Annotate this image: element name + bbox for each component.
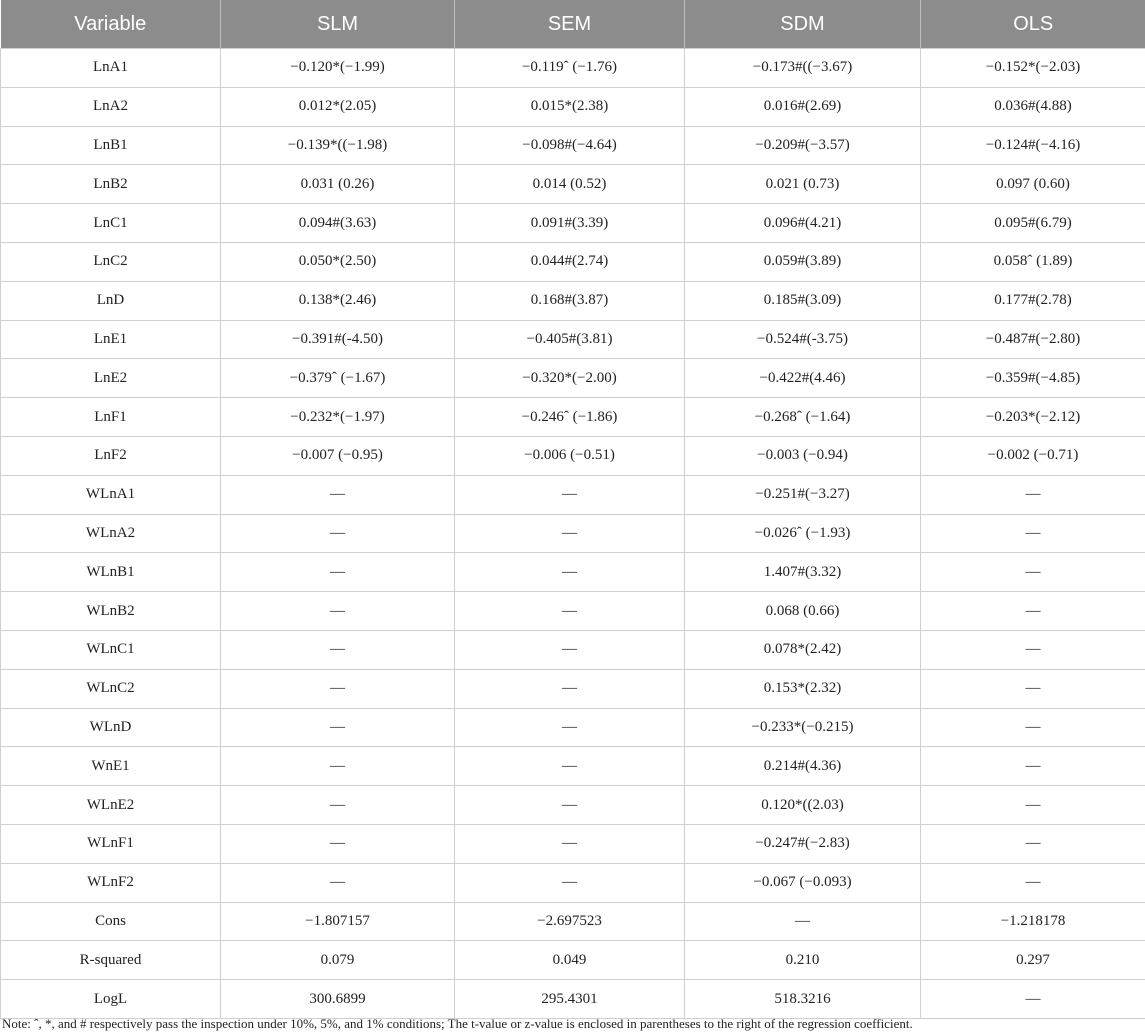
coefficient-cell: −0.359#(−4.85)	[921, 359, 1145, 398]
coefficient-cell: 0.168#(3.87)	[455, 281, 685, 320]
variable-name-cell: WLnB2	[1, 592, 221, 631]
coefficient-cell: —	[221, 592, 455, 631]
variable-name-cell: WnE1	[1, 747, 221, 786]
coefficient-cell: 0.031 (0.26)	[221, 165, 455, 204]
variable-name-cell: WLnB1	[1, 553, 221, 592]
coefficient-cell: −2.697523	[455, 902, 685, 941]
table-row	[1, 941, 1145, 980]
coefficient-cell: 0.059#(3.89)	[685, 242, 921, 281]
variable-name-cell: WLnC1	[1, 630, 221, 669]
table-row	[1, 786, 1145, 825]
coefficient-cell: —	[921, 786, 1145, 825]
coefficient-cell: −0.119ˆ (−1.76)	[455, 49, 685, 88]
table-row	[1, 436, 1145, 475]
coefficient-cell: —	[455, 824, 685, 863]
coefficient-cell: —	[455, 475, 685, 514]
coefficient-cell: —	[921, 514, 1145, 553]
coefficient-cell: —	[921, 592, 1145, 631]
coefficient-cell: 0.097 (0.60)	[921, 165, 1145, 204]
table-row	[1, 747, 1145, 786]
table-row	[1, 359, 1145, 398]
coefficient-cell: 0.078*(2.42)	[685, 630, 921, 669]
table-row	[1, 980, 1145, 1019]
coefficient-cell: 0.012*(2.05)	[221, 87, 455, 126]
coefficient-cell: 0.021 (0.73)	[685, 165, 921, 204]
coefficient-cell: −0.209#(−3.57)	[685, 126, 921, 165]
table-row	[1, 475, 1145, 514]
coefficient-cell: −0.067 (−0.093)	[685, 863, 921, 902]
table-row	[1, 824, 1145, 863]
table-header	[1, 0, 1145, 49]
coefficient-cell: —	[921, 863, 1145, 902]
coefficient-cell: 0.036#(4.88)	[921, 87, 1145, 126]
coefficient-cell: —	[921, 553, 1145, 592]
coefficient-cell: −0.152*(−2.03)	[921, 49, 1145, 88]
coefficient-cell: 0.050*(2.50)	[221, 242, 455, 281]
table-row	[1, 242, 1145, 281]
variable-name-cell: WLnA2	[1, 514, 221, 553]
coefficient-cell: 300.6899	[221, 980, 455, 1019]
coefficient-cell: —	[921, 669, 1145, 708]
table-row	[1, 281, 1145, 320]
coefficient-cell: 0.094#(3.63)	[221, 204, 455, 243]
coefficient-cell: —	[455, 630, 685, 669]
table-row	[1, 126, 1145, 165]
coefficient-cell: −0.007 (−0.95)	[221, 436, 455, 475]
coefficient-cell: −0.003 (−0.94)	[685, 436, 921, 475]
coefficient-cell: −0.124#(−4.16)	[921, 126, 1145, 165]
table-row	[1, 49, 1145, 88]
coefficient-cell: −0.233*(−0.215)	[685, 708, 921, 747]
coefficient-cell: —	[921, 747, 1145, 786]
coefficient-cell: −0.405#(3.81)	[455, 320, 685, 359]
coefficient-cell: —	[221, 514, 455, 553]
coefficient-cell: −0.002 (−0.71)	[921, 436, 1145, 475]
table-row	[1, 320, 1145, 359]
table-body	[1, 49, 1145, 1019]
table-row	[1, 902, 1145, 941]
coefficient-cell: —	[455, 669, 685, 708]
variable-name-cell: R-squared	[1, 941, 221, 980]
column-header-slm: SLM	[221, 0, 455, 49]
coefficient-cell: 0.096#(4.21)	[685, 204, 921, 243]
coefficient-cell: −0.098#(−4.64)	[455, 126, 685, 165]
coefficient-cell: —	[221, 824, 455, 863]
coefficient-cell: −0.232*(−1.97)	[221, 398, 455, 437]
coefficient-cell: 0.297	[921, 941, 1145, 980]
coefficient-cell: 0.214#(4.36)	[685, 747, 921, 786]
coefficient-cell: —	[221, 669, 455, 708]
coefficient-cell: —	[221, 475, 455, 514]
variable-name-cell: LnA2	[1, 87, 221, 126]
coefficient-cell: —	[921, 708, 1145, 747]
coefficient-cell: —	[921, 980, 1145, 1019]
coefficient-cell: 0.177#(2.78)	[921, 281, 1145, 320]
variable-name-cell: LnA1	[1, 49, 221, 88]
table-row	[1, 165, 1145, 204]
coefficient-cell: −0.006 (−0.51)	[455, 436, 685, 475]
variable-name-cell: LnC2	[1, 242, 221, 281]
coefficient-cell: −0.268ˆ (−1.64)	[685, 398, 921, 437]
coefficient-cell: 1.407#(3.32)	[685, 553, 921, 592]
coefficient-cell: 0.079	[221, 941, 455, 980]
coefficient-cell: −0.139*((−1.98)	[221, 126, 455, 165]
variable-name-cell: Cons	[1, 902, 221, 941]
coefficient-cell: −0.026ˆ (−1.93)	[685, 514, 921, 553]
table-row	[1, 630, 1145, 669]
table-row	[1, 708, 1145, 747]
variable-name-cell: LnB2	[1, 165, 221, 204]
coefficient-cell: −1.807157	[221, 902, 455, 941]
coefficient-cell: −0.203*(−2.12)	[921, 398, 1145, 437]
coefficient-cell: —	[455, 786, 685, 825]
coefficient-cell: 0.014 (0.52)	[455, 165, 685, 204]
coefficient-cell: —	[455, 514, 685, 553]
coefficient-cell: 0.091#(3.39)	[455, 204, 685, 243]
coefficient-cell: —	[455, 863, 685, 902]
coefficient-cell: −0.320*(−2.00)	[455, 359, 685, 398]
coefficient-cell: 0.058ˆ (1.89)	[921, 242, 1145, 281]
coefficient-cell: —	[455, 553, 685, 592]
column-header-variable: Variable	[1, 0, 221, 49]
coefficient-cell: —	[221, 863, 455, 902]
variable-name-cell: LogL	[1, 980, 221, 1019]
column-header-sem: SEM	[455, 0, 685, 49]
table-row	[1, 204, 1145, 243]
coefficient-cell: 0.153*(2.32)	[685, 669, 921, 708]
coefficient-cell: 0.016#(2.69)	[685, 87, 921, 126]
coefficient-cell: 0.185#(3.09)	[685, 281, 921, 320]
variable-name-cell: WLnC2	[1, 669, 221, 708]
table-row	[1, 87, 1145, 126]
variable-name-cell: LnD	[1, 281, 221, 320]
coefficient-cell: −0.120*(−1.99)	[221, 49, 455, 88]
coefficient-cell: —	[221, 553, 455, 592]
coefficient-cell: —	[221, 630, 455, 669]
coefficient-cell: 0.068 (0.66)	[685, 592, 921, 631]
variable-name-cell: LnB1	[1, 126, 221, 165]
variable-name-cell: LnE1	[1, 320, 221, 359]
coefficient-cell: −0.173#((−3.67)	[685, 49, 921, 88]
coefficient-cell: −1.218178	[921, 902, 1145, 941]
header-row	[1, 0, 1145, 49]
coefficient-cell: −0.524#(-3.75)	[685, 320, 921, 359]
table-row	[1, 398, 1145, 437]
variable-name-cell: WLnA1	[1, 475, 221, 514]
coefficient-cell: —	[221, 708, 455, 747]
coefficient-cell: —	[921, 475, 1145, 514]
coefficient-cell: −0.422#(4.46)	[685, 359, 921, 398]
coefficient-cell: 295.4301	[455, 980, 685, 1019]
coefficient-cell: —	[455, 592, 685, 631]
table-footnote: Note: ˆ, *, and # respectively pass the inspection under 10%, 5%, and 1% conditions; The t-value or z-value is enclosed in parentheses to the right of the regression coefficient.	[2, 1016, 913, 1031]
coefficient-cell: —	[455, 747, 685, 786]
coefficient-cell: —	[455, 708, 685, 747]
coefficient-cell: −0.379ˆ (−1.67)	[221, 359, 455, 398]
column-header-sdm: SDM	[685, 0, 921, 49]
variable-name-cell: WLnD	[1, 708, 221, 747]
coefficient-cell: —	[221, 786, 455, 825]
coefficient-cell: −0.247#(−2.83)	[685, 824, 921, 863]
table-row	[1, 514, 1145, 553]
coefficient-cell: 0.095#(6.79)	[921, 204, 1145, 243]
table-row	[1, 669, 1145, 708]
table-row	[1, 553, 1145, 592]
coefficient-cell: 518.3216	[685, 980, 921, 1019]
coefficient-cell: −0.391#(-4.50)	[221, 320, 455, 359]
table-row	[1, 863, 1145, 902]
variable-name-cell: WLnF1	[1, 824, 221, 863]
variable-name-cell: WLnF2	[1, 863, 221, 902]
variable-name-cell: LnE2	[1, 359, 221, 398]
coefficient-cell: −0.251#(−3.27)	[685, 475, 921, 514]
variable-name-cell: WLnE2	[1, 786, 221, 825]
coefficient-cell: —	[921, 824, 1145, 863]
coefficient-cell: −0.246ˆ (−1.86)	[455, 398, 685, 437]
coefficient-cell: 0.138*(2.46)	[221, 281, 455, 320]
coefficient-cell: —	[921, 630, 1145, 669]
coefficient-cell: 0.044#(2.74)	[455, 242, 685, 281]
coefficient-cell: 0.210	[685, 941, 921, 980]
table-row	[1, 592, 1145, 631]
coefficient-cell: 0.120*((2.03)	[685, 786, 921, 825]
coefficient-cell: 0.015*(2.38)	[455, 87, 685, 126]
coefficient-cell: −0.487#(−2.80)	[921, 320, 1145, 359]
column-header-ols: OLS	[921, 0, 1145, 49]
coefficient-cell: 0.049	[455, 941, 685, 980]
variable-name-cell: LnF2	[1, 436, 221, 475]
variable-name-cell: LnF1	[1, 398, 221, 437]
coefficient-cell: —	[685, 902, 921, 941]
variable-name-cell: LnC1	[1, 204, 221, 243]
coefficient-cell: —	[221, 747, 455, 786]
